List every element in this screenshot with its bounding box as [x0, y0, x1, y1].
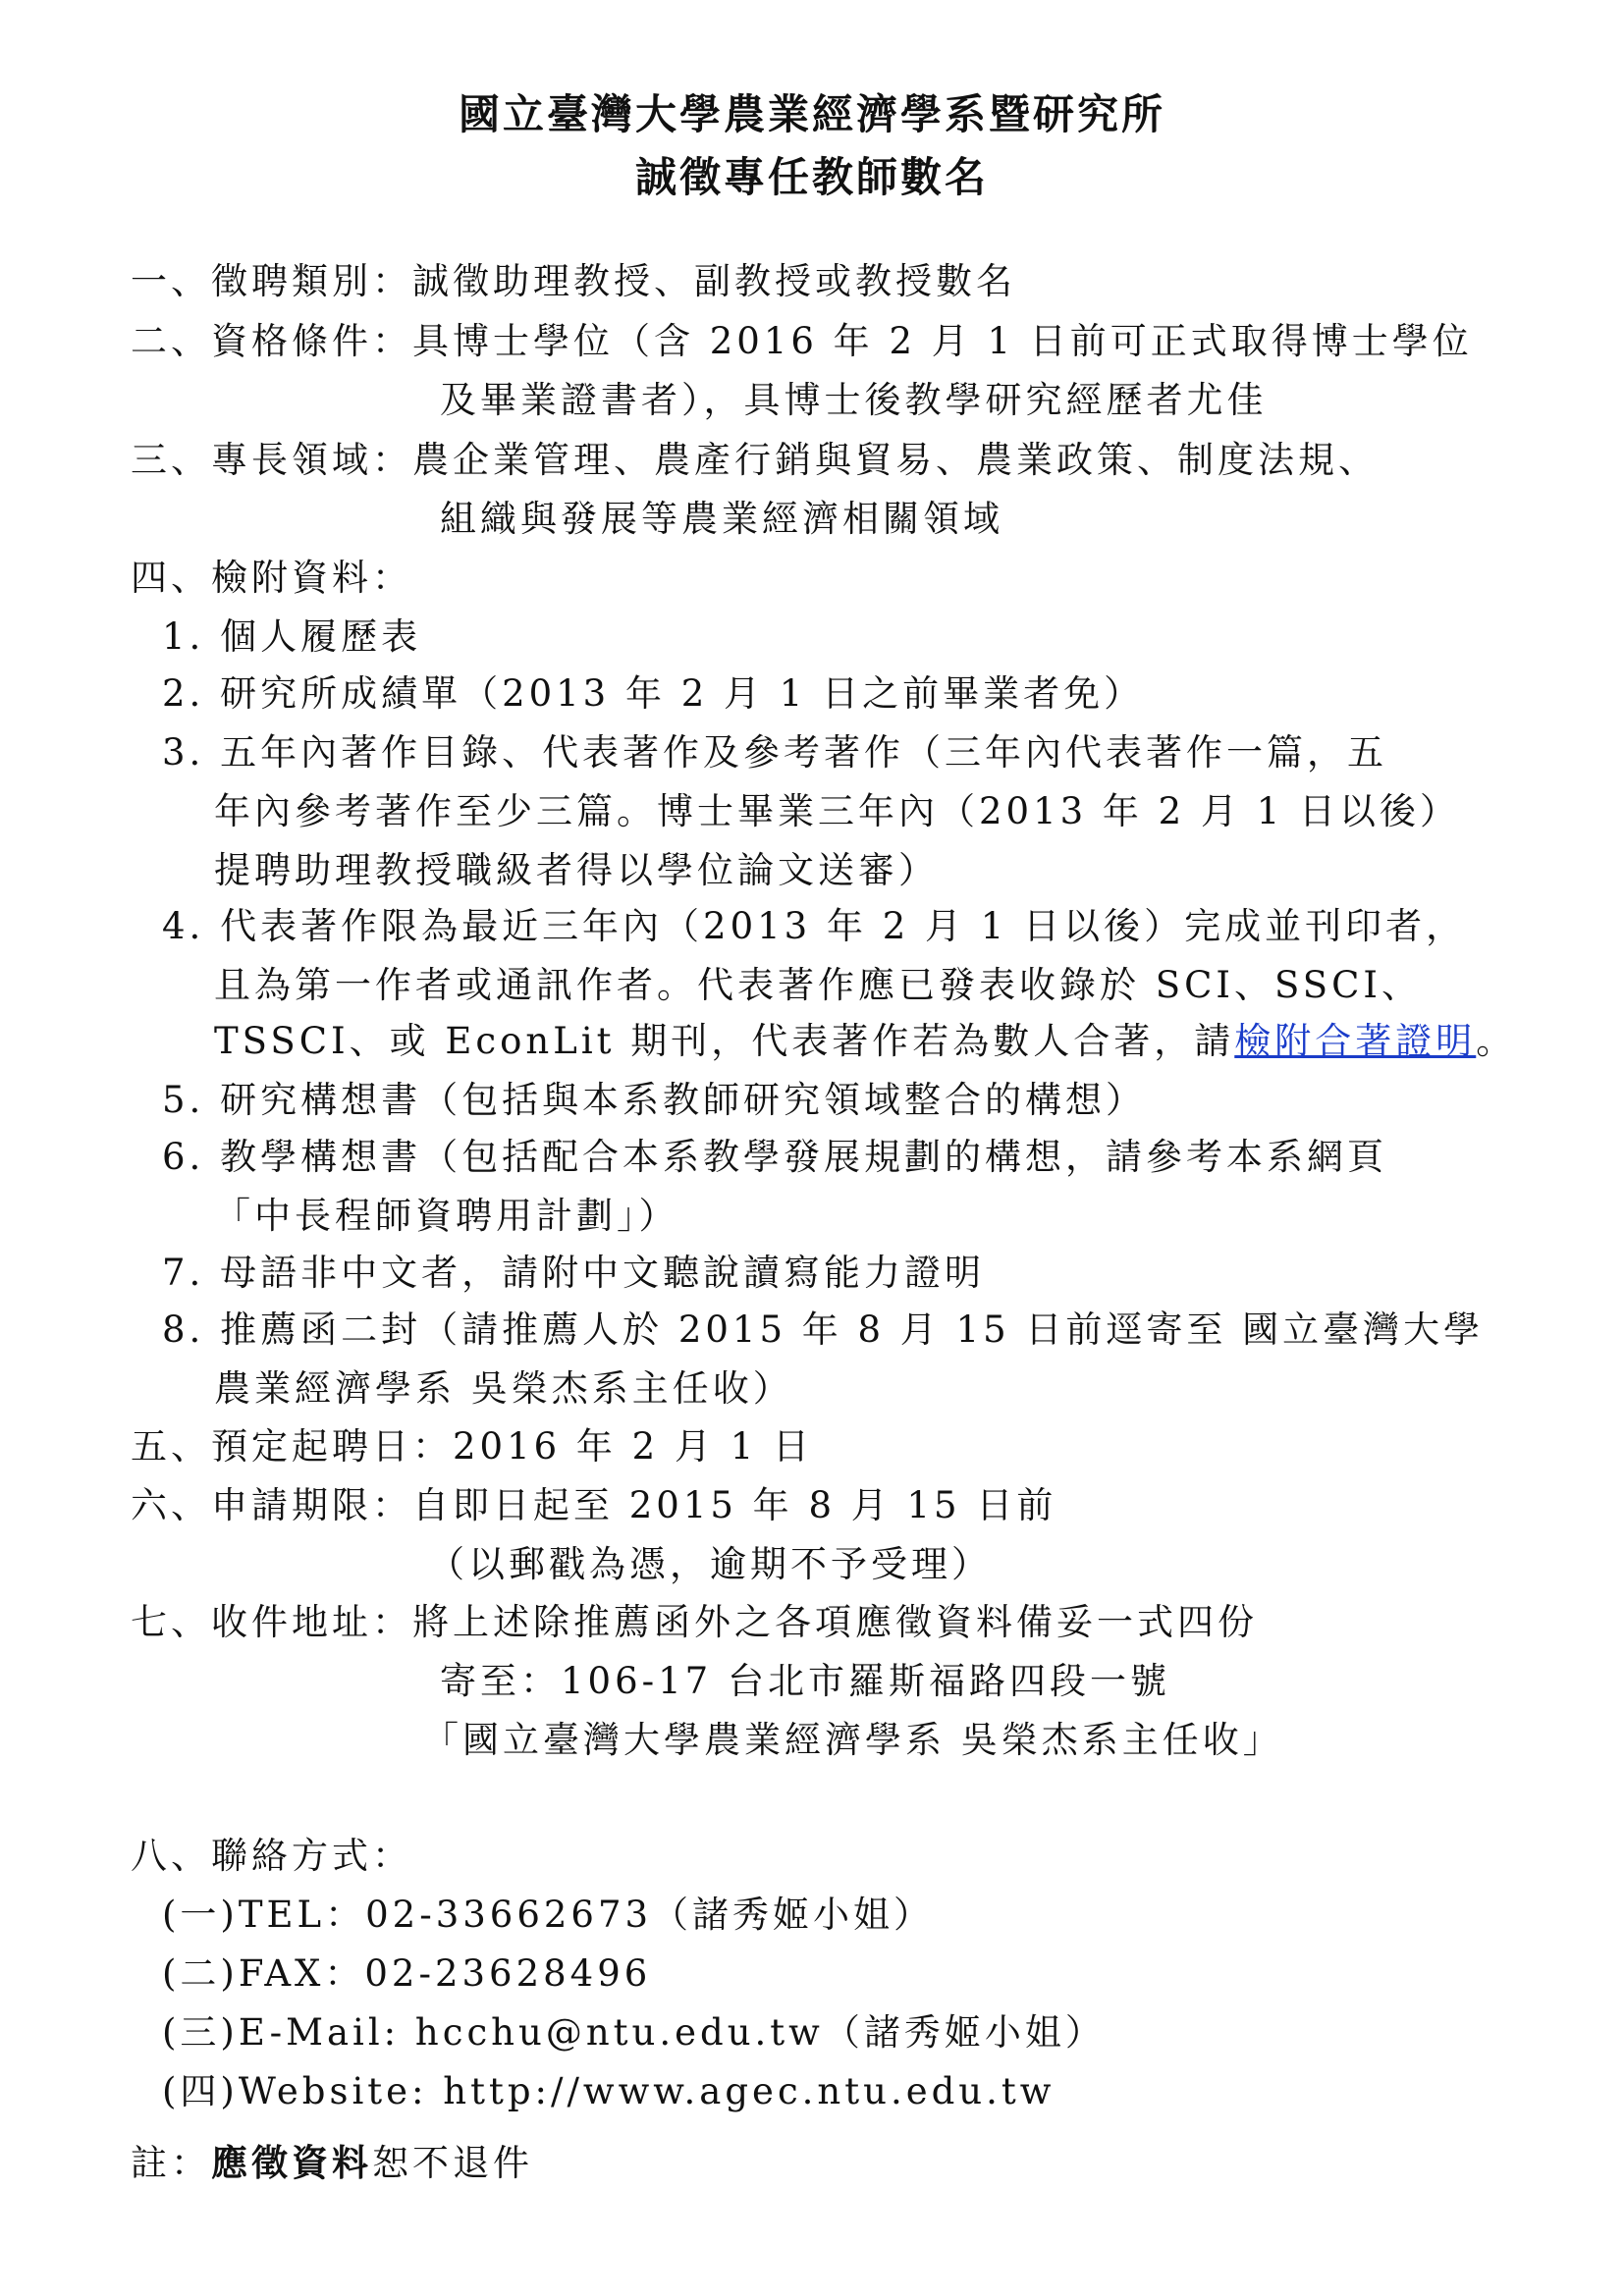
document-title: 國立臺灣大學農業經濟學系暨研究所 — [458, 90, 1165, 138]
doc-item-2: 2. 研究所成績單（2013 年 2 月 1 日之前畢業者免） — [162, 672, 1145, 715]
section-1-category: 一、徵聘類別：誠徵助理教授、副教授或教授數名 — [131, 260, 1016, 302]
doc-item-4-cont1: 且為第一作者或通訊作者。代表著作應已發表收錄於 SCI、SSCI、 — [214, 964, 1423, 1006]
section-6-deadline-note: （以郵戳為憑，逾期不予受理） — [428, 1543, 992, 1585]
coauthor-proof-link[interactable]: 檢附合著證明 — [1234, 1020, 1477, 1062]
doc-item-7: 7. 母語非中文者，請附中文聽說讀寫能力證明 — [162, 1252, 986, 1294]
section-2-qualification: 二、資格條件：具博士學位（含 2016 年 2 月 1 日前可正式取得博士學位 — [131, 320, 1473, 362]
contact-fax: (二)FAX：02-23628496 — [162, 1952, 652, 1995]
doc-item-8-cont: 農業經濟學系 吳榮杰系主任收） — [214, 1367, 793, 1410]
doc-item-6-cont: 「中長程師資聘用計劃」） — [214, 1195, 679, 1237]
doc-item-3: 3. 五年內著作目錄、代表著作及參考著作（三年內代表著作一篇，五 — [162, 731, 1388, 774]
footnote-prefix: 註： — [131, 2142, 211, 2184]
footnote-bold: 應徵資料 — [211, 2141, 372, 2184]
section-7-address: 七、收件地址：將上述除推薦函外之各項應徵資料備妥一式四份 — [131, 1601, 1258, 1643]
doc-item-3-cont1: 年內參考著作至少三篇。博士畢業三年內（2013 年 2 月 1 日以後） — [214, 790, 1461, 832]
doc-item-6: 6. 教學構想書（包括配合本系教學發展規劃的構想，請參考本系網頁 — [162, 1136, 1388, 1178]
contact-tel: (一)TEL：02-33662673（諸秀姬小姐） — [162, 1894, 935, 1936]
section-4-documents: 四、檢附資料： — [131, 557, 412, 599]
section-3-specialty: 三、專長領域：農企業管理、農產行銷與貿易、農業政策、制度法規、 — [131, 439, 1379, 481]
doc-item-4: 4. 代表著作限為最近三年內（2013 年 2 月 1 日以後）完成並刊印者， — [162, 905, 1467, 947]
section-5-start-date: 五、預定起聘日：2016 年 2 月 1 日 — [131, 1425, 814, 1468]
document-subtitle: 誠徵專任教師數名 — [634, 153, 989, 201]
contact-email: (三)E-Mail: hcchu@ntu.edu.tw（諸秀姬小姐） — [162, 2011, 1106, 2054]
doc-item-1: 1. 個人履歷表 — [162, 615, 422, 658]
section-2-qualification-cont: 及畢業證書者），具博士後教學研究經歷者尤佳 — [440, 379, 1268, 421]
doc-item-3-cont2: 提聘助理教授職級者得以學位論文送審） — [214, 849, 939, 891]
doc-item-5: 5. 研究構想書（包括與本系教師研究領域整合的構想） — [162, 1079, 1147, 1121]
section-3-specialty-cont: 組織與發展等農業經濟相關領域 — [440, 498, 1003, 540]
doc-item-4-text: TSSCI、或 EconLit 期刊，代表著作若為數人合著，請 — [214, 1020, 1235, 1062]
section-7-address-line2: 寄至：106-17 台北市羅斯福路四段一號 — [440, 1660, 1170, 1702]
section-8-contact: 八、聯絡方式： — [131, 1835, 412, 1877]
doc-item-4-period: 。 — [1476, 1020, 1517, 1062]
doc-item-4-cont2 — [214, 1020, 1517, 1062]
section-6-deadline: 六、申請期限：自即日起至 2015 年 8 月 15 日前 — [131, 1484, 1057, 1526]
contact-website: (四)Website: http://www.agec.ntu.edu.tw — [162, 2070, 1056, 2112]
section-7-address-line3: 「國立臺灣大學農業經濟學系 吳榮杰系主任收」 — [422, 1719, 1283, 1761]
doc-item-8: 8. 推薦函二封（請推薦人於 2015 年 8 月 15 日前逕寄至 國立臺灣大學 — [162, 1308, 1485, 1351]
footnote — [131, 2141, 533, 2184]
footnote-suffix: 恕不退件 — [372, 2142, 533, 2184]
